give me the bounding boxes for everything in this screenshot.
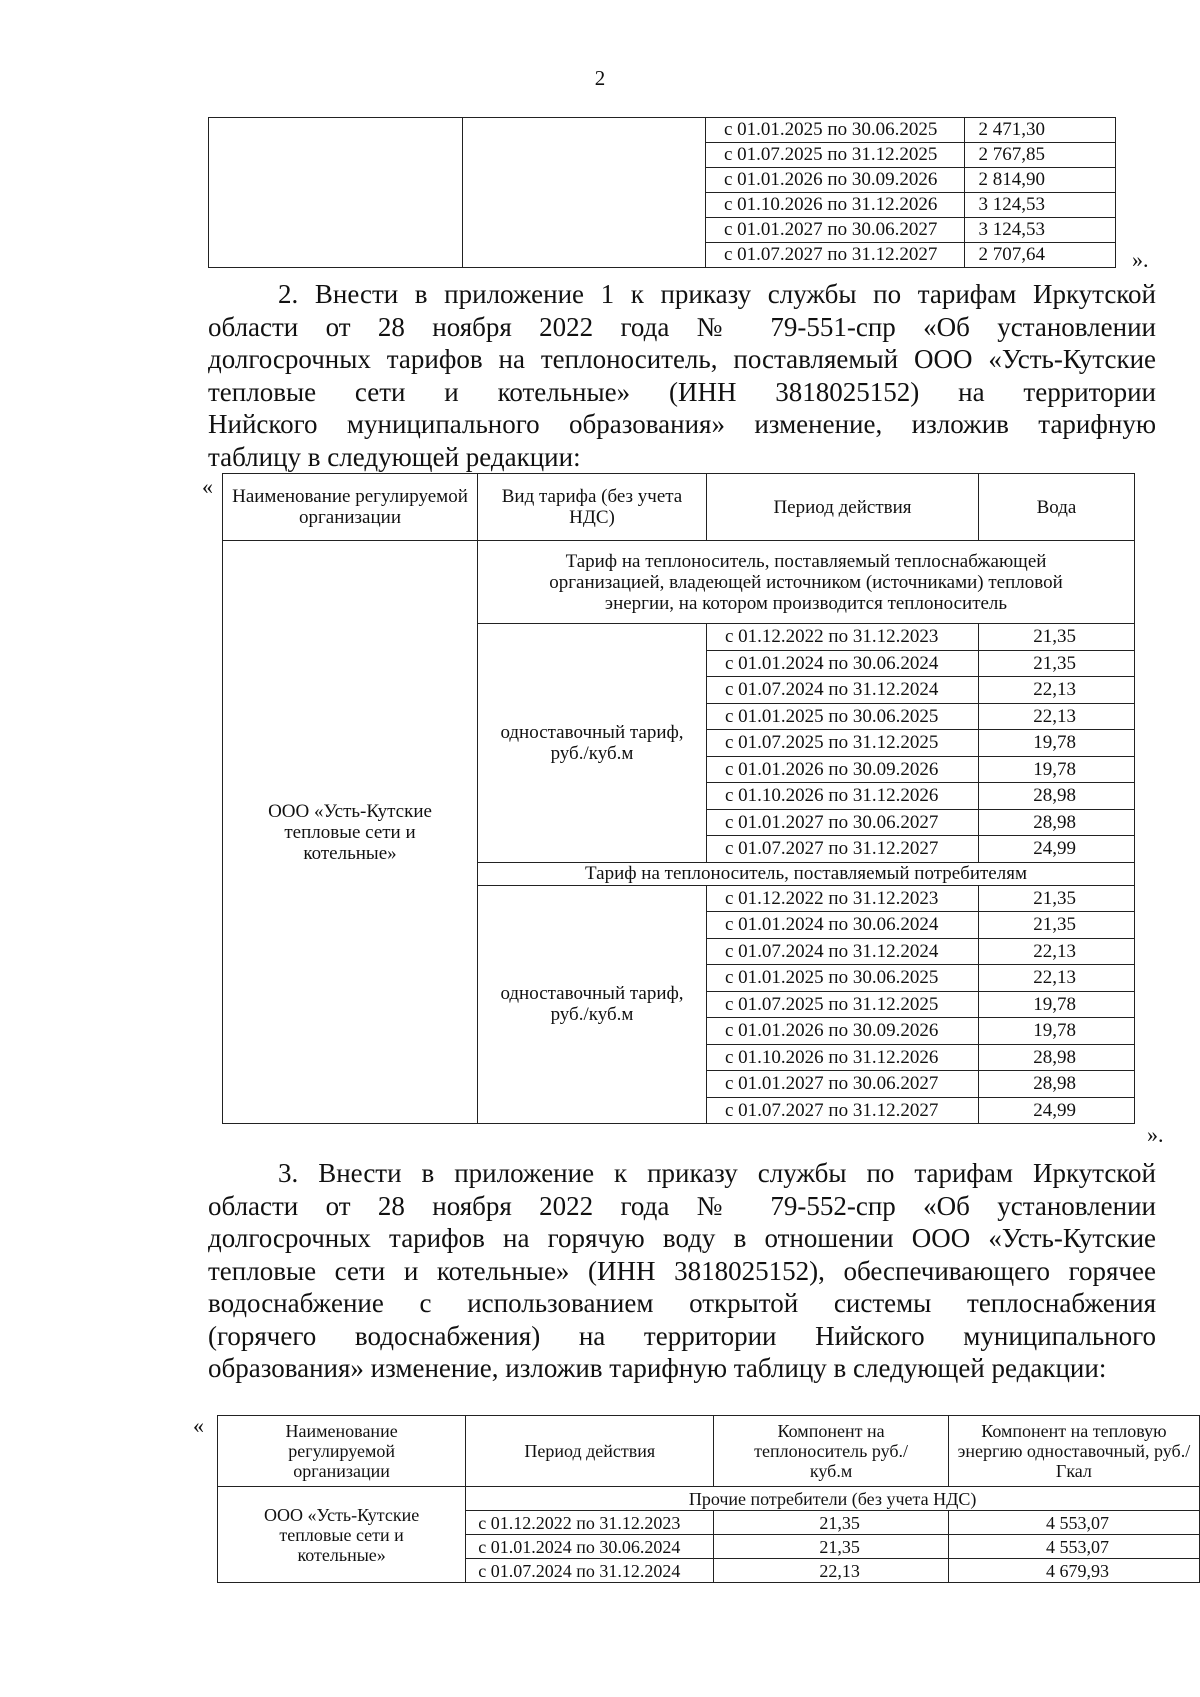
- heat-carrier-tariff-table: [222, 473, 1135, 1124]
- period-cell: с 01.01.2025 по 30.06.2025: [707, 965, 979, 992]
- value-cell: 28,98: [979, 783, 1135, 810]
- paragraph-line: водоснабжение с использованием открытой системы теплоснабжения: [208, 1288, 1156, 1318]
- org-name-cell: ООО «Усть-Кутские тепловые сети и котельные»: [218, 1487, 466, 1583]
- paragraph-2: [208, 278, 1156, 473]
- value-cell: 3 124,53: [965, 193, 1116, 218]
- empty-cell: [463, 118, 706, 268]
- header-type: Вид тарифа (без учета НДС): [478, 474, 707, 541]
- value-cell: 21,35: [979, 650, 1135, 677]
- table-row: [218, 1487, 1200, 1511]
- table-header-row: [223, 474, 1135, 541]
- tariff-type-cell: одноставочный тариф, руб./куб.м: [478, 885, 707, 1124]
- section-title: Тариф на теплоноситель, поставляемый потребителям: [478, 862, 1135, 885]
- value-cell: 21,35: [714, 1535, 949, 1559]
- period-cell: с 01.07.2027 по 31.12.2027: [707, 836, 979, 863]
- period-cell: с 01.01.2024 по 30.06.2024: [466, 1535, 714, 1559]
- value-cell: 22,13: [979, 703, 1135, 730]
- hot-water-tariff-table: [217, 1415, 1200, 1583]
- paragraph-line: долгосрочных тарифов на теплоноситель, поставляемый ООО «Усть-Кутские: [208, 344, 1156, 374]
- page-number: 2: [594, 66, 606, 90]
- period-cell: с 01.12.2022 по 31.12.2023: [707, 885, 979, 912]
- paragraph-3: [208, 1157, 1156, 1385]
- value-cell: 3 124,53: [965, 218, 1116, 243]
- header-component-heat-energy: Компонент на тепловую энергию одноставочный, руб./Гкал: [948, 1416, 1199, 1487]
- period-cell: с 01.12.2022 по 31.12.2023: [466, 1511, 714, 1535]
- table-header-row: [218, 1416, 1200, 1487]
- value-cell: 22,13: [979, 965, 1135, 992]
- value-cell: 2 471,30: [965, 118, 1116, 143]
- period-cell: с 01.01.2026 по 30.09.2026: [706, 168, 965, 193]
- value-cell: 19,78: [979, 991, 1135, 1018]
- period-cell: с 01.12.2022 по 31.12.2023: [707, 624, 979, 651]
- header-org: Наименование регулируемой организации: [218, 1416, 466, 1487]
- tariff-table-continuation: [208, 117, 1116, 268]
- value-cell: 4 679,93: [948, 1559, 1199, 1583]
- paragraph-line: области от 28 ноября 2022 года № 79-551-спр «Об установлении: [208, 311, 1156, 342]
- value-cell: 19,78: [979, 756, 1135, 783]
- section-title: Прочие потребители (без учета НДС): [466, 1487, 1200, 1511]
- header-component-heat-carrier: Компонент на теплоноситель руб./куб.м: [714, 1416, 949, 1487]
- value-cell: 28,98: [979, 809, 1135, 836]
- period-cell: с 01.07.2025 по 31.12.2025: [706, 143, 965, 168]
- value-cell: 21,35: [979, 885, 1135, 912]
- period-cell: с 01.07.2024 по 31.12.2024: [466, 1559, 714, 1583]
- paragraph-line: (горячего водоснабжения) на территории Нийского муниципального: [208, 1320, 1156, 1351]
- value-cell: 2 814,90: [965, 168, 1116, 193]
- paragraph-line: тепловые сети и котельные» (ИНН 3818025152) на территории: [208, 376, 1156, 407]
- value-cell: 21,35: [714, 1511, 949, 1535]
- closing-quote: ».: [1147, 1122, 1164, 1147]
- value-cell: 21,35: [979, 912, 1135, 939]
- value-cell: 2 707,64: [965, 243, 1116, 268]
- period-cell: с 01.01.2024 по 30.06.2024: [707, 650, 979, 677]
- opening-quote: «: [202, 474, 213, 499]
- period-cell: с 01.01.2025 по 30.06.2025: [706, 118, 965, 143]
- paragraph-line: Нийского муниципального образования» изменение, изложив тарифную: [208, 409, 1156, 439]
- value-cell: 19,78: [979, 1018, 1135, 1045]
- period-cell: с 01.07.2025 по 31.12.2025: [707, 991, 979, 1018]
- value-cell: 21,35: [979, 624, 1135, 651]
- header-period: Период действия: [707, 474, 979, 541]
- period-cell: с 01.07.2027 по 31.12.2027: [707, 1097, 979, 1124]
- value-cell: 4 553,07: [948, 1535, 1199, 1559]
- value-cell: 28,98: [979, 1071, 1135, 1098]
- period-cell: с 01.01.2026 по 30.09.2026: [707, 1018, 979, 1045]
- header-org: Наименование регулируемой организации: [223, 474, 478, 541]
- value-cell: 22,13: [979, 938, 1135, 965]
- value-cell: 24,99: [979, 836, 1135, 863]
- period-cell: с 01.10.2026 по 31.12.2026: [707, 783, 979, 810]
- period-cell: с 01.07.2024 по 31.12.2024: [707, 677, 979, 704]
- value-cell: 24,99: [979, 1097, 1135, 1124]
- period-cell: с 01.01.2025 по 30.06.2025: [707, 703, 979, 730]
- period-cell: с 01.07.2024 по 31.12.2024: [707, 938, 979, 965]
- period-cell: с 01.01.2024 по 30.06.2024: [707, 912, 979, 939]
- opening-quote: «: [193, 1413, 204, 1438]
- header-period: Период действия: [466, 1416, 714, 1487]
- period-cell: с 01.07.2027 по 31.12.2027: [706, 243, 965, 268]
- org-name-cell: ООО «Усть-Кутские тепловые сети и котельные»: [223, 541, 478, 1124]
- section-title: Тариф на теплоноситель, поставляемый теплоснабжающей организацией, владеющей источником (источниками) тепловой энергии, на котором производится теплоноситель: [478, 541, 1135, 624]
- paragraph-line: 3. Внести в приложение к приказу службы по тарифам Иркутской: [278, 1158, 1156, 1188]
- paragraph-line: 2. Внести в приложение 1 к приказу службы по тарифам Иркутской: [278, 279, 1156, 309]
- tariff-type-cell: одноставочный тариф, руб./куб.м: [478, 624, 707, 863]
- value-cell: 19,78: [979, 730, 1135, 757]
- period-cell: с 01.10.2026 по 31.12.2026: [707, 1044, 979, 1071]
- paragraph-line: таблицу в следующей редакции:: [208, 441, 581, 472]
- period-cell: с 01.01.2027 по 30.06.2027: [706, 218, 965, 243]
- paragraph-line: тепловые сети и котельные» (ИНН 3818025152), обеспечивающего горячее: [208, 1255, 1156, 1286]
- empty-cell: [209, 118, 463, 268]
- value-cell: 2 767,85: [965, 143, 1116, 168]
- table-row: [209, 118, 1116, 143]
- period-cell: с 01.07.2025 по 31.12.2025: [707, 730, 979, 757]
- period-cell: с 01.01.2027 по 30.06.2027: [707, 1071, 979, 1098]
- paragraph-line: образования» изменение, изложив тарифную таблицу в следующей редакции:: [208, 1353, 1107, 1383]
- value-cell: 28,98: [979, 1044, 1135, 1071]
- period-cell: с 01.10.2026 по 31.12.2026: [706, 193, 965, 218]
- table-row: [223, 541, 1135, 624]
- value-cell: 22,13: [979, 677, 1135, 704]
- period-cell: с 01.01.2026 по 30.09.2026: [707, 756, 979, 783]
- paragraph-line: долгосрочных тарифов на горячую воду в отношении ООО «Усть-Кутские: [208, 1223, 1156, 1253]
- value-cell: 22,13: [714, 1559, 949, 1583]
- closing-quote: ».: [1132, 247, 1149, 272]
- paragraph-line: области от 28 ноября 2022 года № 79-552-спр «Об установлении: [208, 1190, 1156, 1221]
- header-water: Вода: [979, 474, 1135, 541]
- period-cell: с 01.01.2027 по 30.06.2027: [707, 809, 979, 836]
- value-cell: 4 553,07: [948, 1511, 1199, 1535]
